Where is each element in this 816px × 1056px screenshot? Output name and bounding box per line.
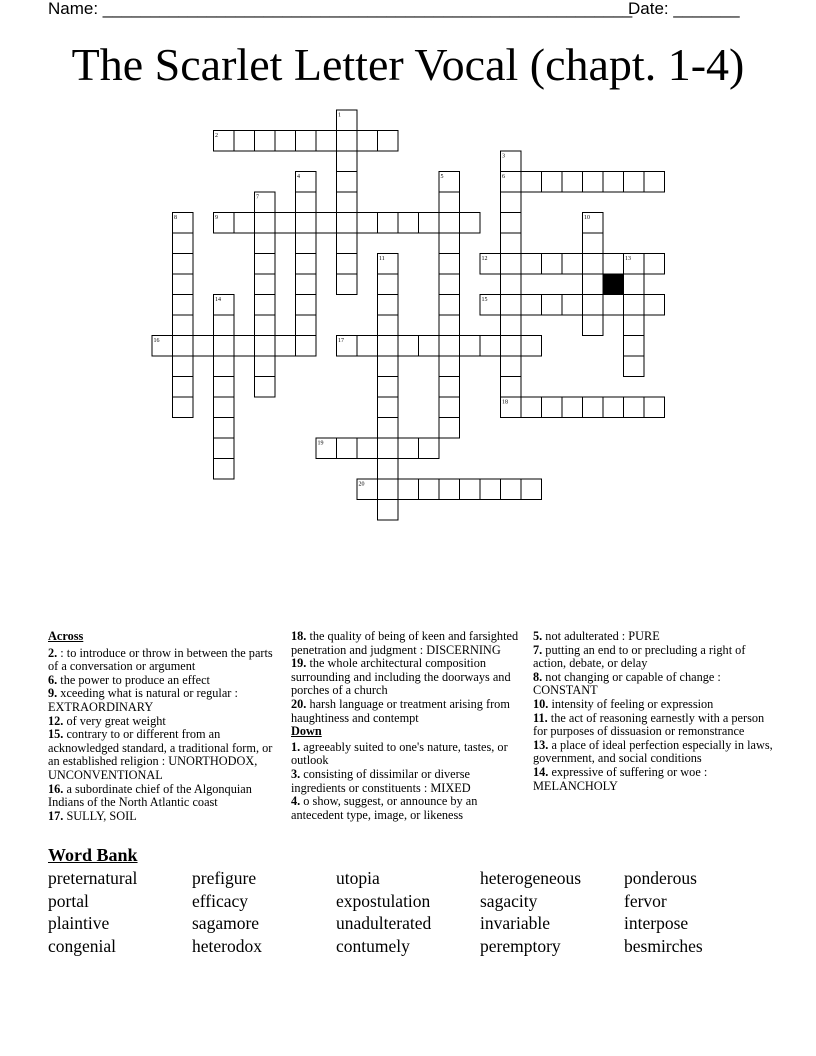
grid-cell[interactable] <box>214 459 235 480</box>
name-field-label: Name: ________________________________________________________ <box>48 0 633 18</box>
grid-cell[interactable] <box>378 500 399 521</box>
word-bank-item: sagamore <box>192 913 260 934</box>
down-heading: Down <box>291 724 322 739</box>
grid-cell[interactable] <box>562 172 583 193</box>
grid-cell[interactable] <box>296 192 317 213</box>
grid-cell[interactable] <box>542 254 563 275</box>
grid-cell[interactable] <box>378 356 399 377</box>
across-clue-18: 18. the quality of being of keen and farsighted penetration and judgment : DISCERNING <box>291 629 519 657</box>
grid-cell[interactable] <box>521 479 542 500</box>
grid-number: 18 <box>502 399 508 406</box>
across-clue-9: 9. xceeding what is natural or regular : EXTRAORDINARY <box>48 686 238 714</box>
across-clue-20: 20. harsh language or treatment arising from haughtiness and contempt <box>291 696 510 725</box>
grid-cell[interactable] <box>583 397 604 418</box>
grid-number: 8 <box>174 215 177 221</box>
grid-cell[interactable] <box>583 254 604 275</box>
grid-cell[interactable] <box>419 479 440 500</box>
grid-cell[interactable] <box>501 213 522 234</box>
grid-cell[interactable] <box>439 213 460 234</box>
word-bank-item: sagacity <box>480 890 538 911</box>
grid-cell[interactable] <box>501 315 522 336</box>
grid-cell[interactable] <box>419 213 440 234</box>
grid-number: 3 <box>502 153 505 160</box>
grid-cell[interactable] <box>296 213 317 234</box>
grid-cell[interactable] <box>624 336 645 357</box>
grid-cell[interactable] <box>378 377 399 398</box>
grid-cell[interactable] <box>214 418 235 439</box>
grid-cell[interactable] <box>214 397 235 418</box>
grid-cell[interactable] <box>173 377 194 398</box>
grid-cell[interactable] <box>193 336 214 357</box>
grid-cell[interactable] <box>214 356 235 377</box>
grid-number: 7 <box>256 194 259 201</box>
down-clue-4: 4. o show, suggest, or announce by an antecedent type, image, or likeness <box>291 794 478 822</box>
word-bank-item: portal <box>48 890 89 911</box>
grid-cell[interactable] <box>583 172 604 193</box>
grid-cell[interactable] <box>624 397 645 418</box>
grid-cell[interactable] <box>624 356 645 377</box>
grid-cell[interactable] <box>501 479 522 500</box>
grid-cell[interactable] <box>603 172 624 193</box>
grid-number: 15 <box>481 297 488 303</box>
grid-cell[interactable] <box>398 479 419 500</box>
grid-number: 16 <box>153 338 160 344</box>
grid-cell[interactable] <box>378 315 399 336</box>
grid-cell[interactable] <box>337 438 358 459</box>
grid-number: 17 <box>338 338 344 344</box>
word-bank-item: heterogeneous <box>480 868 582 888</box>
grid-cell[interactable] <box>562 397 583 418</box>
down-clue-3: 3. consisting of dissimilar or diverse ingredients or constituents : MIXED <box>291 766 471 795</box>
word-bank-title: Word Bank <box>48 845 138 865</box>
grid-cell[interactable] <box>603 295 624 316</box>
down-clue-13: 13. a place of ideal perfection especially in laws, government, and social conditions <box>533 737 773 766</box>
word-bank-item: prefigure <box>192 868 257 888</box>
grid-cell[interactable] <box>214 336 235 357</box>
grid-cell[interactable] <box>296 295 317 316</box>
across-clue-15: 15. contrary to or different from an acknowledged standard, a traditional form, or an established religion : UNORTHODOX, UNCONVENTIONAL <box>48 727 273 782</box>
across-clue-16: 16. a subordinate chief of the Algonquian Indians of the North Atlantic coast <box>48 781 252 810</box>
grid-cell[interactable] <box>542 397 563 418</box>
grid-cell[interactable] <box>583 274 604 295</box>
grid-number: 13 <box>625 256 631 262</box>
grid-cell[interactable] <box>398 438 419 459</box>
grid-cell[interactable] <box>398 213 419 234</box>
grid-cell[interactable] <box>378 418 399 439</box>
grid-cell[interactable] <box>624 295 645 316</box>
grid-cell[interactable] <box>214 438 235 459</box>
grid-cell[interactable] <box>439 397 460 418</box>
grid-cell[interactable] <box>296 315 317 336</box>
grid-cell[interactable] <box>255 356 276 377</box>
grid-cell[interactable] <box>603 254 624 275</box>
grid-cell[interactable] <box>439 479 460 500</box>
word-bank-item: preternatural <box>48 868 138 888</box>
grid-cell[interactable] <box>624 274 645 295</box>
grid-cell[interactable] <box>562 254 583 275</box>
grid-number: 9 <box>215 215 218 221</box>
grid-cell[interactable] <box>501 233 522 254</box>
grid-cell[interactable] <box>234 213 255 234</box>
grid-cell[interactable] <box>562 295 583 316</box>
clues-column-2 <box>291 630 523 822</box>
grid-cell[interactable] <box>501 356 522 377</box>
grid-cell[interactable] <box>501 274 522 295</box>
grid-cell[interactable] <box>234 336 255 357</box>
grid-cell[interactable] <box>173 315 194 336</box>
grid-cell[interactable] <box>173 254 194 275</box>
grid-cell[interactable] <box>337 233 358 254</box>
grid-cell[interactable] <box>378 213 399 234</box>
word-bank-item: peremptory <box>480 935 561 956</box>
grid-cell[interactable] <box>624 315 645 336</box>
clues-column-1 <box>48 630 283 823</box>
grid-cell[interactable] <box>460 336 481 357</box>
grid-cell[interactable] <box>255 233 276 254</box>
grid-number: 1 <box>338 112 341 119</box>
word-bank-item: congenial <box>48 935 117 956</box>
grid-cell[interactable] <box>296 336 317 357</box>
grid-cell[interactable] <box>501 336 522 357</box>
grid-number: 4 <box>297 174 300 180</box>
grid-cell[interactable] <box>644 172 665 193</box>
grid-cell[interactable] <box>439 336 460 357</box>
grid-cell[interactable] <box>439 418 460 439</box>
grid-cell[interactable] <box>439 295 460 316</box>
grid-cell[interactable] <box>255 131 276 152</box>
grid-cell[interactable] <box>173 356 194 377</box>
grid-cell[interactable] <box>234 131 255 152</box>
word-bank-item: ponderous <box>624 868 697 888</box>
grid-cell[interactable] <box>583 295 604 316</box>
grid-cell[interactable] <box>542 295 563 316</box>
grid-cell[interactable] <box>398 336 419 357</box>
word-bank-item: efficacy <box>192 890 249 911</box>
word-bank-item: invariable <box>480 913 550 934</box>
grid-cell[interactable] <box>378 438 399 459</box>
grid-cell[interactable] <box>357 336 378 357</box>
word-bank-item: utopia <box>336 868 380 888</box>
grid-cell[interactable] <box>337 274 358 295</box>
grid-cell[interactable] <box>337 151 358 172</box>
grid-cell[interactable] <box>337 192 358 213</box>
grid-cell[interactable] <box>480 336 501 357</box>
grid-cell[interactable] <box>439 192 460 213</box>
grid-cell[interactable] <box>378 295 399 316</box>
grid-cell[interactable] <box>460 479 481 500</box>
grid-cell[interactable] <box>296 131 317 152</box>
grid-cell[interactable] <box>255 377 276 398</box>
grid-cell[interactable] <box>316 213 337 234</box>
grid-number: 20 <box>358 481 365 488</box>
grid-number: 5 <box>440 174 444 180</box>
grid-cell[interactable] <box>378 397 399 418</box>
grid-cell[interactable] <box>255 213 276 234</box>
grid-cell[interactable] <box>337 213 358 234</box>
grid-cell[interactable] <box>521 254 542 275</box>
grid-cell[interactable] <box>501 295 522 316</box>
grid-cell[interactable] <box>521 397 542 418</box>
date-field-label: Date: _______ <box>628 0 740 18</box>
grid-cell[interactable] <box>173 233 194 254</box>
across-clue-6: 6. the power to produce an effect <box>48 672 210 687</box>
grid-number: 14 <box>215 297 221 303</box>
word-bank-item: expostulation <box>336 890 431 911</box>
grid-cell[interactable] <box>378 336 399 357</box>
grid-cell[interactable] <box>521 336 542 357</box>
grid-cell[interactable] <box>460 213 481 234</box>
word-bank-item: heterodox <box>192 935 262 956</box>
word-bank-item: unadulterated <box>336 913 432 934</box>
word-bank-item: fervor <box>624 890 667 911</box>
grid-cell[interactable] <box>583 315 604 336</box>
across-heading: Across <box>48 629 84 643</box>
grid-number: 11 <box>379 256 385 262</box>
grid-number: 10 <box>584 215 590 221</box>
grid-cell[interactable] <box>480 479 501 500</box>
page-title: The Scarlet Letter Vocal (chapt. 1-4) <box>71 39 745 90</box>
grid-cell[interactable] <box>296 233 317 254</box>
word-bank-item: contumely <box>336 935 410 956</box>
grid-cell[interactable] <box>644 254 665 275</box>
grid-cell[interactable] <box>521 172 542 193</box>
grid-cell[interactable] <box>275 336 296 357</box>
across-clue-17: 17. SULLY, SOIL <box>48 808 137 823</box>
across-clue-12: 12. of very great weight <box>48 713 166 728</box>
grid-cell[interactable] <box>357 438 378 459</box>
grid-cell[interactable] <box>439 254 460 275</box>
grid-cell[interactable] <box>624 172 645 193</box>
grid-cell[interactable] <box>501 192 522 213</box>
across-clue-2: 2. : to introduce or throw in between the parts of a conversation or argument <box>48 645 273 674</box>
grid-cell[interactable] <box>173 397 194 418</box>
grid-cell[interactable] <box>378 459 399 480</box>
grid-cell[interactable] <box>255 336 276 357</box>
down-clue-7: 7. putting an end to or precluding a right of action, debate, or delay <box>533 642 746 671</box>
grid-block <box>603 274 624 295</box>
grid-cell[interactable] <box>439 356 460 377</box>
grid-cell[interactable] <box>439 377 460 398</box>
grid-cell[interactable] <box>378 274 399 295</box>
grid-cell[interactable] <box>357 213 378 234</box>
down-clue-10: 10. intensity of feeling or expression <box>533 696 714 711</box>
grid-cell[interactable] <box>439 233 460 254</box>
word-bank-item: plaintive <box>48 913 110 934</box>
grid-cell[interactable] <box>255 295 276 316</box>
grid-cell[interactable] <box>542 172 563 193</box>
down-clue-1: 1. agreeably suited to one's nature, tastes, or outlook <box>291 739 508 768</box>
grid-cell[interactable] <box>583 233 604 254</box>
grid-cell[interactable] <box>275 213 296 234</box>
grid-cell[interactable] <box>173 336 194 357</box>
down-clue-5: 5. not adulterated : PURE <box>533 629 660 643</box>
grid-cell[interactable] <box>296 254 317 275</box>
grid-cell[interactable] <box>173 295 194 316</box>
grid-cell[interactable] <box>378 479 399 500</box>
grid-number: 6 <box>502 174 505 180</box>
grid-number: 19 <box>317 440 324 447</box>
grid-cell[interactable] <box>173 274 194 295</box>
grid-cell[interactable] <box>419 438 440 459</box>
grid-cell[interactable] <box>439 274 460 295</box>
grid-cell[interactable] <box>337 172 358 193</box>
grid-cell[interactable] <box>644 397 665 418</box>
grid-cell[interactable] <box>501 377 522 398</box>
word-bank <box>48 868 768 958</box>
down-clue-11: 11. the act of reasoning earnestly with a person for purposes of dissuasion or remonstrance <box>533 710 765 739</box>
grid-cell[interactable] <box>603 397 624 418</box>
grid-cell[interactable] <box>316 131 337 152</box>
grid-cell[interactable] <box>419 336 440 357</box>
grid-cell[interactable] <box>337 131 358 152</box>
down-clue-14: 14. expressive of suffering or woe : MELANCHOLY <box>533 764 708 793</box>
grid-cell[interactable] <box>255 315 276 336</box>
grid-cell[interactable] <box>521 295 542 316</box>
grid-cell[interactable] <box>644 295 665 316</box>
grid-cell[interactable] <box>296 274 317 295</box>
grid-cell[interactable] <box>214 315 235 336</box>
grid-number: 12 <box>481 256 488 262</box>
across-clue-19: 19. the whole architectural composition surrounding and including the doorways and porches of a church <box>291 656 511 698</box>
grid-cell[interactable] <box>275 131 296 152</box>
grid-cell[interactable] <box>337 254 358 275</box>
down-clue-8: 8. not changing or capable of change : CONSTANT <box>533 669 721 698</box>
grid-cell[interactable] <box>378 131 399 152</box>
grid-number: 2 <box>215 133 218 139</box>
grid-cell[interactable] <box>439 315 460 336</box>
clues-column-3 <box>533 630 773 793</box>
word-bank-item: interpose <box>624 913 689 934</box>
grid-cell[interactable] <box>255 254 276 275</box>
grid-cell[interactable] <box>357 131 378 152</box>
grid-cell[interactable] <box>501 254 522 275</box>
grid-cell[interactable] <box>255 274 276 295</box>
grid-cell[interactable] <box>214 377 235 398</box>
word-bank-item: besmirches <box>624 935 703 956</box>
